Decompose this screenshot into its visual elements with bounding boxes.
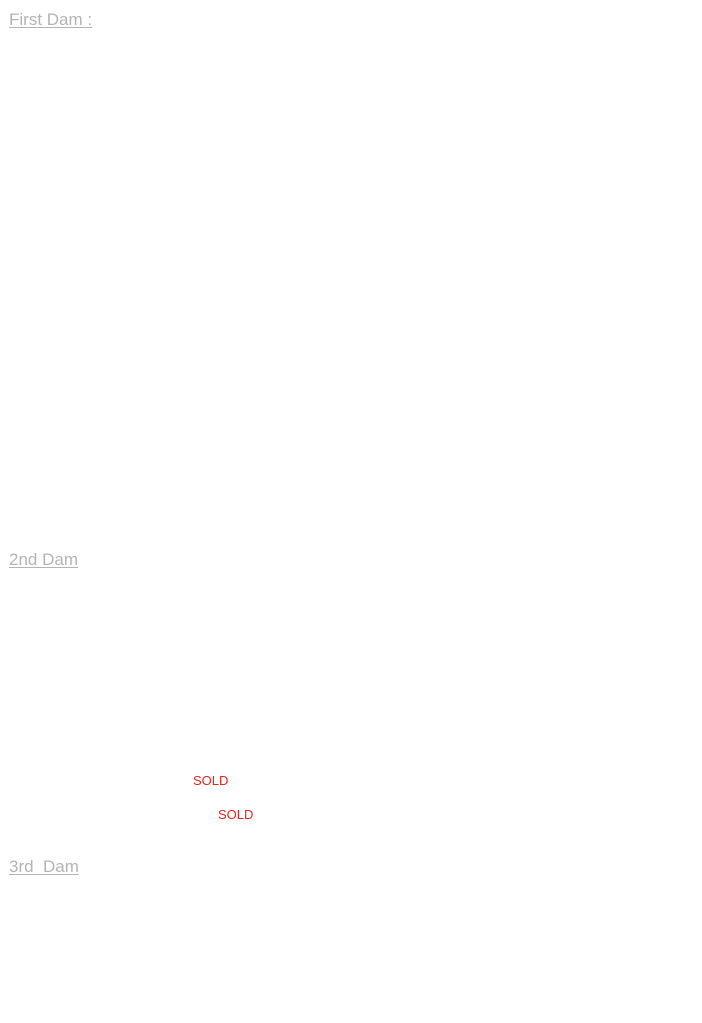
sold-label: SOLD (193, 773, 229, 788)
first-dam-link[interactable]: First Dam : (9, 10, 93, 29)
second-dam-link[interactable]: 2nd Dam (9, 550, 78, 569)
sold-label: SOLD (218, 807, 254, 822)
third-dam-link[interactable]: 3rd Dam (9, 857, 79, 876)
